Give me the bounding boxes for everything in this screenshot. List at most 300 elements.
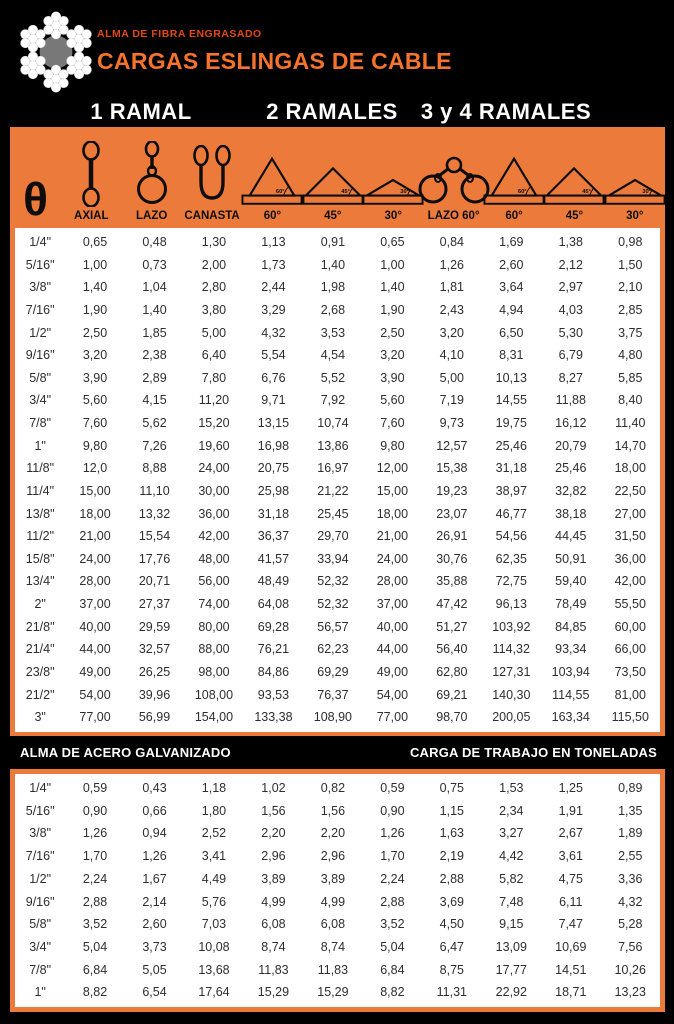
load-value-cell: 1,30 xyxy=(201,235,227,250)
table-row xyxy=(15,964,660,977)
load-value-cell: 1,53 xyxy=(499,781,524,796)
size-cell: 1" xyxy=(34,438,46,453)
load-value-cell: 37,00 xyxy=(79,597,111,612)
load-value-cell: 2,55 xyxy=(618,849,643,864)
load-value-cell: 5,00 xyxy=(201,325,227,340)
triangle-30-icon xyxy=(362,155,424,207)
load-value-cell: 8,40 xyxy=(618,393,643,408)
table-row xyxy=(15,918,660,931)
load-value-cell: 19,60 xyxy=(198,438,230,453)
column-header-triangle-45 xyxy=(303,127,363,228)
load-value-cell: 16,98 xyxy=(257,438,290,453)
load-value-cell: 56,57 xyxy=(317,619,349,634)
load-value-cell: 3,69 xyxy=(439,894,465,909)
load-value-cell: 15,00 xyxy=(376,483,409,498)
load-value-cell: 62,80 xyxy=(436,664,468,679)
load-value-cell: 74,00 xyxy=(198,597,230,612)
column-header-triangle-60 xyxy=(242,127,302,228)
load-value-cell: 1,26 xyxy=(142,849,167,864)
title-block xyxy=(97,28,452,75)
load-value-cell: 2,12 xyxy=(558,257,583,272)
load-value-cell: 3,20 xyxy=(82,348,108,363)
load-value-cell: 9,73 xyxy=(439,416,465,431)
size-cell: 5/8" xyxy=(29,370,52,385)
load-value-cell: 2,88 xyxy=(82,894,108,909)
load-value-cell: 3,27 xyxy=(499,826,524,841)
table-row xyxy=(15,896,660,909)
load-value-cell: 31,50 xyxy=(614,529,646,544)
load-value-cell: 15,20 xyxy=(198,416,230,431)
load-value-cell: 11,83 xyxy=(258,962,289,977)
column-header-double-choker xyxy=(423,127,483,228)
load-value-cell: 13,15 xyxy=(257,416,290,431)
load-value-cell: 4,80 xyxy=(618,348,643,363)
load-value-cell: 1,40 xyxy=(380,280,405,295)
table-row xyxy=(15,327,660,340)
load-value-cell: 1,98 xyxy=(320,280,346,295)
triangle-60-icon xyxy=(483,155,545,207)
load-value-cell: 2,24 xyxy=(380,871,405,886)
load-value-cell: 10,08 xyxy=(198,939,230,954)
load-value-cell: 20,79 xyxy=(555,438,587,453)
load-value-cell: 1,90 xyxy=(82,302,108,317)
axial-sling-icon xyxy=(75,141,107,207)
load-value-cell: 14,51 xyxy=(555,962,587,977)
load-value-cell: 93,53 xyxy=(257,687,290,702)
load-value-cell: 140,30 xyxy=(492,687,531,702)
load-value-cell: 62,23 xyxy=(317,642,349,657)
svg-text:45°: 45° xyxy=(582,189,592,196)
load-value-cell: 12,57 xyxy=(436,438,468,453)
table-row xyxy=(15,986,660,999)
load-value-cell: 3,75 xyxy=(618,325,643,340)
load-value-cell: 2,38 xyxy=(142,348,167,363)
load-value-cell: 3,29 xyxy=(261,302,286,317)
load-value-cell: 21,00 xyxy=(79,529,111,544)
load-value-cell: 4,50 xyxy=(439,917,465,932)
load-value-cell: 84,85 xyxy=(555,619,587,634)
load-value-cell: 13,09 xyxy=(495,939,527,954)
load-value-cell: 47,42 xyxy=(436,597,468,612)
load-value-cell: 5,62 xyxy=(142,416,167,431)
size-cell: 1/4" xyxy=(29,235,52,250)
load-value-cell: 28,00 xyxy=(376,574,409,589)
load-value-cell: 103,94 xyxy=(551,664,590,679)
theta-symbol: θ xyxy=(23,172,48,225)
load-value-cell: 24,00 xyxy=(198,461,230,476)
load-value-cell: 2,88 xyxy=(439,871,465,886)
load-value-cell: 9,15 xyxy=(499,917,524,932)
load-value-cell: 64,08 xyxy=(257,597,290,612)
load-value-cell: 1,56 xyxy=(320,803,346,818)
load-value-cell: 6,76 xyxy=(261,370,286,385)
load-value-cell: 12,00 xyxy=(376,461,409,476)
load-value-cell: 6,84 xyxy=(380,962,405,977)
load-value-cell: 93,34 xyxy=(555,642,587,657)
table-row xyxy=(15,349,660,362)
size-cell: 11/8" xyxy=(26,461,55,476)
load-value-cell: 17,76 xyxy=(138,551,171,566)
column-label: LAZO xyxy=(136,210,168,222)
size-cell: 1" xyxy=(34,985,46,1000)
load-value-cell: 56,99 xyxy=(138,710,171,725)
load-value-cell: 5,60 xyxy=(82,393,108,408)
subtitle: ALMA DE FIBRA ENGRASADO xyxy=(97,28,262,40)
load-value-cell: 54,00 xyxy=(79,687,111,702)
load-value-cell: 1,40 xyxy=(320,257,346,272)
load-value-cell: 42,00 xyxy=(614,574,646,589)
load-value-cell: 14,55 xyxy=(495,393,527,408)
load-value-cell: 133,38 xyxy=(254,710,293,725)
size-cell: 21/4" xyxy=(25,642,55,657)
load-value-cell: 200,05 xyxy=(492,710,531,725)
size-cell: 13/8" xyxy=(25,506,55,521)
load-value-cell: 15,54 xyxy=(138,529,171,544)
load-value-cell: 13,86 xyxy=(317,438,349,453)
load-value-cell: 1,73 xyxy=(261,257,286,272)
load-value-cell: 52,32 xyxy=(317,597,349,612)
load-value-cell: 16,12 xyxy=(555,416,587,431)
triangle-30-icon xyxy=(604,155,666,207)
load-value-cell: 13,32 xyxy=(138,506,171,521)
load-value-cell: 8,88 xyxy=(142,461,167,476)
load-value-cell: 11,40 xyxy=(615,416,646,431)
size-cell: 13/4" xyxy=(25,574,55,589)
load-value-cell: 1,69 xyxy=(499,235,524,250)
load-value-cell: 32,82 xyxy=(555,483,587,498)
load-value-cell: 36,00 xyxy=(614,551,646,566)
load-value-cell: 88,00 xyxy=(198,642,230,657)
load-value-cell: 108,00 xyxy=(194,687,234,702)
load-value-cell: 6,54 xyxy=(142,985,167,1000)
load-value-cell: 1,35 xyxy=(618,803,643,818)
double-choker-icon xyxy=(417,155,491,207)
load-value-cell: 2,68 xyxy=(320,302,346,317)
load-value-cell: 77,00 xyxy=(376,710,409,725)
load-value-cell: 38,18 xyxy=(555,506,587,521)
load-value-cell: 6,50 xyxy=(499,325,524,340)
column-header-choker-sling xyxy=(121,127,181,228)
triangle-45-icon xyxy=(302,155,364,207)
load-value-cell: 40,00 xyxy=(79,619,111,634)
load-value-cell: 0,43 xyxy=(142,781,167,796)
column-label: 45° xyxy=(565,210,584,222)
load-value-cell: 18,71 xyxy=(555,985,587,1000)
load-value-cell: 59,40 xyxy=(555,574,587,589)
column-header-triangle-60 xyxy=(484,127,544,228)
size-cell: 1/4" xyxy=(29,781,52,796)
load-value-cell: 7,03 xyxy=(201,917,227,932)
steel-core-table xyxy=(15,774,660,1007)
load-value-cell: 66,00 xyxy=(614,642,646,657)
load-value-cell: 3,41 xyxy=(201,849,227,864)
column-label: 60° xyxy=(505,210,523,222)
load-value-cell: 22,50 xyxy=(614,483,646,498)
load-value-cell: 1,26 xyxy=(439,257,465,272)
load-value-cell: 1,00 xyxy=(380,257,405,272)
load-value-cell: 4,42 xyxy=(499,849,524,864)
size-cell: 21/8" xyxy=(25,619,55,634)
load-value-cell: 44,00 xyxy=(79,642,111,657)
load-value-cell: 56,00 xyxy=(198,574,230,589)
svg-text:60°: 60° xyxy=(276,189,286,196)
table-row xyxy=(15,666,660,679)
load-value-cell: 0,91 xyxy=(320,235,346,250)
load-value-cell: 7,92 xyxy=(320,393,346,408)
column-label: 30° xyxy=(384,210,402,222)
load-value-cell: 14,70 xyxy=(614,438,646,453)
load-value-cell: 2,85 xyxy=(618,302,643,317)
load-value-cell: 33,94 xyxy=(317,551,349,566)
load-value-cell: 16,97 xyxy=(317,461,349,476)
fiber-core-table xyxy=(15,228,660,732)
load-value-cell: 127,31 xyxy=(492,664,531,679)
load-value-cell: 54,56 xyxy=(495,529,527,544)
load-value-cell: 17,64 xyxy=(198,985,230,1000)
load-value-cell: 25,45 xyxy=(317,506,349,521)
table-row xyxy=(15,643,660,656)
load-value-cell: 1,18 xyxy=(201,781,227,796)
load-value-cell: 7,47 xyxy=(558,917,583,932)
load-value-cell: 6,84 xyxy=(82,962,108,977)
load-value-cell: 13,23 xyxy=(614,985,646,1000)
group-header-3y4-ramales: 3 y 4 RAMALES xyxy=(420,99,592,124)
load-value-cell: 10,13 xyxy=(495,370,527,385)
load-value-cell: 22,92 xyxy=(495,985,527,1000)
load-value-cell: 30,00 xyxy=(198,483,230,498)
table-row xyxy=(15,304,660,317)
section-divider xyxy=(0,736,674,769)
load-value-cell: 3,52 xyxy=(82,917,108,932)
table-row xyxy=(15,782,660,795)
load-value-cell: 21,00 xyxy=(376,529,409,544)
load-value-cell: 1,40 xyxy=(82,280,108,295)
table-row xyxy=(15,236,660,249)
load-value-cell: 62,35 xyxy=(495,551,527,566)
load-value-cell: 0,90 xyxy=(82,803,108,818)
group-header-1-ramal: 1 RAMAL xyxy=(90,99,192,124)
size-cell: 1/2" xyxy=(29,325,52,340)
load-value-cell: 2,50 xyxy=(82,325,108,340)
load-value-cell: 1,70 xyxy=(380,849,405,864)
load-value-cell: 4,75 xyxy=(558,871,583,886)
load-value-cell: 69,28 xyxy=(257,619,290,634)
load-value-cell: 27,37 xyxy=(138,597,171,612)
load-value-cell: 2,19 xyxy=(439,849,465,864)
triangle-45-icon xyxy=(543,155,605,207)
size-cell: 3/4" xyxy=(29,939,52,954)
load-value-cell: 115,50 xyxy=(611,710,649,725)
load-value-cell: 6,11 xyxy=(559,894,583,909)
load-value-cell: 3,61 xyxy=(558,849,583,864)
size-cell: 7/16" xyxy=(25,849,55,864)
load-value-cell: 17,77 xyxy=(495,962,527,977)
load-value-cell: 40,00 xyxy=(376,619,409,634)
load-value-cell: 0,75 xyxy=(439,781,465,796)
load-value-cell: 5,52 xyxy=(320,370,346,385)
load-value-cell: 77,00 xyxy=(79,710,111,725)
column-header-triangle-30 xyxy=(363,127,423,228)
svg-text:30°: 30° xyxy=(642,189,651,196)
size-cell: 3/8" xyxy=(29,280,52,295)
load-value-cell: 1,81 xyxy=(439,280,465,295)
table-row xyxy=(15,372,660,385)
load-value-cell: 1,85 xyxy=(142,325,167,340)
load-value-cell: 10,69 xyxy=(555,939,587,954)
load-value-cell: 10,74 xyxy=(317,416,349,431)
load-value-cell: 9,71 xyxy=(261,393,286,408)
load-value-cell: 36,00 xyxy=(198,506,230,521)
load-value-cell: 4,15 xyxy=(142,393,167,408)
load-value-cell: 7,26 xyxy=(142,438,167,453)
load-value-cell: 2,96 xyxy=(261,849,286,864)
load-value-cell: 2,24 xyxy=(82,871,108,886)
table-row xyxy=(15,575,660,588)
load-value-cell: 1,15 xyxy=(439,803,465,818)
load-value-cell: 114,55 xyxy=(552,687,590,702)
load-value-cell: 8,31 xyxy=(499,348,524,363)
column-header-triangle-30 xyxy=(605,127,665,228)
load-value-cell: 3,20 xyxy=(439,325,465,340)
group-header-2-ramales: 2 RAMALES xyxy=(266,99,398,124)
load-value-cell: 2,14 xyxy=(142,894,167,909)
load-value-cell: 114,32 xyxy=(492,642,530,657)
load-value-cell: 72,75 xyxy=(495,574,527,589)
table-row xyxy=(15,440,660,453)
table-row xyxy=(15,941,660,954)
load-value-cell: 5,76 xyxy=(201,894,227,909)
load-value-cell: 29,70 xyxy=(317,529,349,544)
load-value-cell: 5,30 xyxy=(558,325,583,340)
load-value-cell: 0,73 xyxy=(142,257,167,272)
load-value-cell: 4,99 xyxy=(261,894,286,909)
load-value-cell: 4,54 xyxy=(320,348,346,363)
load-value-cell: 6,79 xyxy=(558,348,583,363)
column-header-triangle-45 xyxy=(544,127,604,228)
load-value-cell: 73,50 xyxy=(614,664,646,679)
load-value-cell: 24,00 xyxy=(376,551,409,566)
load-value-cell: 4,94 xyxy=(499,302,524,317)
load-value-cell: 4,32 xyxy=(618,894,643,909)
load-value-cell: 8,27 xyxy=(558,370,583,385)
size-cell: 7/8" xyxy=(29,962,52,977)
load-value-cell: 38,97 xyxy=(495,483,527,498)
load-value-cell: 1,40 xyxy=(142,302,167,317)
load-value-cell: 4,10 xyxy=(439,348,465,363)
size-cell: 3" xyxy=(34,710,46,725)
table-row xyxy=(15,394,660,407)
load-value-cell: 0,84 xyxy=(439,235,465,250)
load-value-cell: 11,10 xyxy=(139,483,170,498)
load-value-cell: 3,90 xyxy=(82,370,108,385)
load-value-cell: 5,28 xyxy=(618,917,643,932)
load-value-cell: 5,60 xyxy=(380,393,405,408)
load-value-cell: 8,82 xyxy=(82,985,108,1000)
load-value-cell: 80,00 xyxy=(198,619,230,634)
load-value-cell: 3,64 xyxy=(499,280,524,295)
load-value-cell: 36,37 xyxy=(257,529,290,544)
load-value-cell: 3,89 xyxy=(320,871,346,886)
load-value-cell: 163,34 xyxy=(551,710,590,725)
load-value-cell: 76,21 xyxy=(257,642,290,657)
column-header-band xyxy=(10,127,665,228)
load-value-cell: 76,37 xyxy=(317,687,349,702)
column-label: AXIAL xyxy=(74,210,109,222)
load-value-cell: 2,89 xyxy=(142,370,167,385)
size-cell: 7/16" xyxy=(25,302,55,317)
load-value-cell: 19,23 xyxy=(436,483,468,498)
load-value-cell: 9,80 xyxy=(82,438,108,453)
load-value-cell: 1,02 xyxy=(261,781,286,796)
size-cell: 11/4" xyxy=(26,483,55,498)
load-value-cell: 60,00 xyxy=(614,619,646,634)
load-value-cell: 41,57 xyxy=(257,551,290,566)
load-value-cell: 2,20 xyxy=(320,826,346,841)
load-value-cell: 10,26 xyxy=(614,962,646,977)
size-cell: 5/16" xyxy=(25,257,55,272)
load-value-cell: 11,20 xyxy=(198,393,230,408)
table-row xyxy=(15,281,660,294)
load-value-cell: 6,40 xyxy=(201,348,227,363)
load-value-cell: 2,20 xyxy=(261,826,286,841)
load-value-cell: 81,00 xyxy=(614,687,646,702)
table-row xyxy=(15,711,660,724)
load-value-cell: 2,97 xyxy=(558,280,583,295)
load-value-cell: 3,80 xyxy=(201,302,227,317)
load-value-cell: 7,19 xyxy=(439,393,465,408)
size-cell: 9/16" xyxy=(25,348,55,363)
load-value-cell: 1,13 xyxy=(261,235,286,250)
load-value-cell: 28,00 xyxy=(79,574,111,589)
column-header-axial-sling xyxy=(61,127,121,228)
table-row xyxy=(15,553,660,566)
size-cell: 15/8" xyxy=(25,551,55,566)
load-value-cell: 5,85 xyxy=(618,370,643,385)
load-value-cell: 26,91 xyxy=(436,529,468,544)
load-value-cell: 0,65 xyxy=(82,235,108,250)
load-value-cell: 0,98 xyxy=(618,235,643,250)
load-value-cell: 154,00 xyxy=(194,710,234,725)
divider-right-label: CARGA DE TRABAJO EN TONELADAS xyxy=(409,745,657,760)
load-value-cell: 24,00 xyxy=(79,551,111,566)
load-value-cell: 1,70 xyxy=(82,849,108,864)
size-cell: 11/2" xyxy=(26,529,55,544)
table-row xyxy=(15,508,660,521)
size-cell: 2" xyxy=(34,597,46,612)
load-value-cell: 3,73 xyxy=(142,939,167,954)
load-value-cell: 56,40 xyxy=(436,642,468,657)
load-value-cell: 0,65 xyxy=(380,235,405,250)
load-value-cell: 5,54 xyxy=(261,348,286,363)
size-cell: 9/16" xyxy=(25,894,55,909)
load-value-cell: 35,88 xyxy=(436,574,468,589)
load-value-cell: 18,00 xyxy=(79,506,111,521)
table-row xyxy=(15,805,660,818)
column-label: 60° xyxy=(263,210,282,222)
load-value-cell: 3,90 xyxy=(380,370,405,385)
column-label: 45° xyxy=(324,210,342,222)
load-value-cell: 0,90 xyxy=(380,803,405,818)
load-value-cell: 13,68 xyxy=(198,962,230,977)
load-value-cell: 2,96 xyxy=(320,849,346,864)
load-value-cell: 2,60 xyxy=(499,257,524,272)
page-title: CARGAS ESLINGAS DE CABLE xyxy=(97,48,452,74)
load-value-cell: 55,50 xyxy=(614,597,646,612)
load-value-cell: 15,29 xyxy=(257,985,290,1000)
load-value-cell: 98,00 xyxy=(198,664,230,679)
load-value-cell: 26,25 xyxy=(138,664,171,679)
load-value-cell: 39,96 xyxy=(138,687,171,702)
